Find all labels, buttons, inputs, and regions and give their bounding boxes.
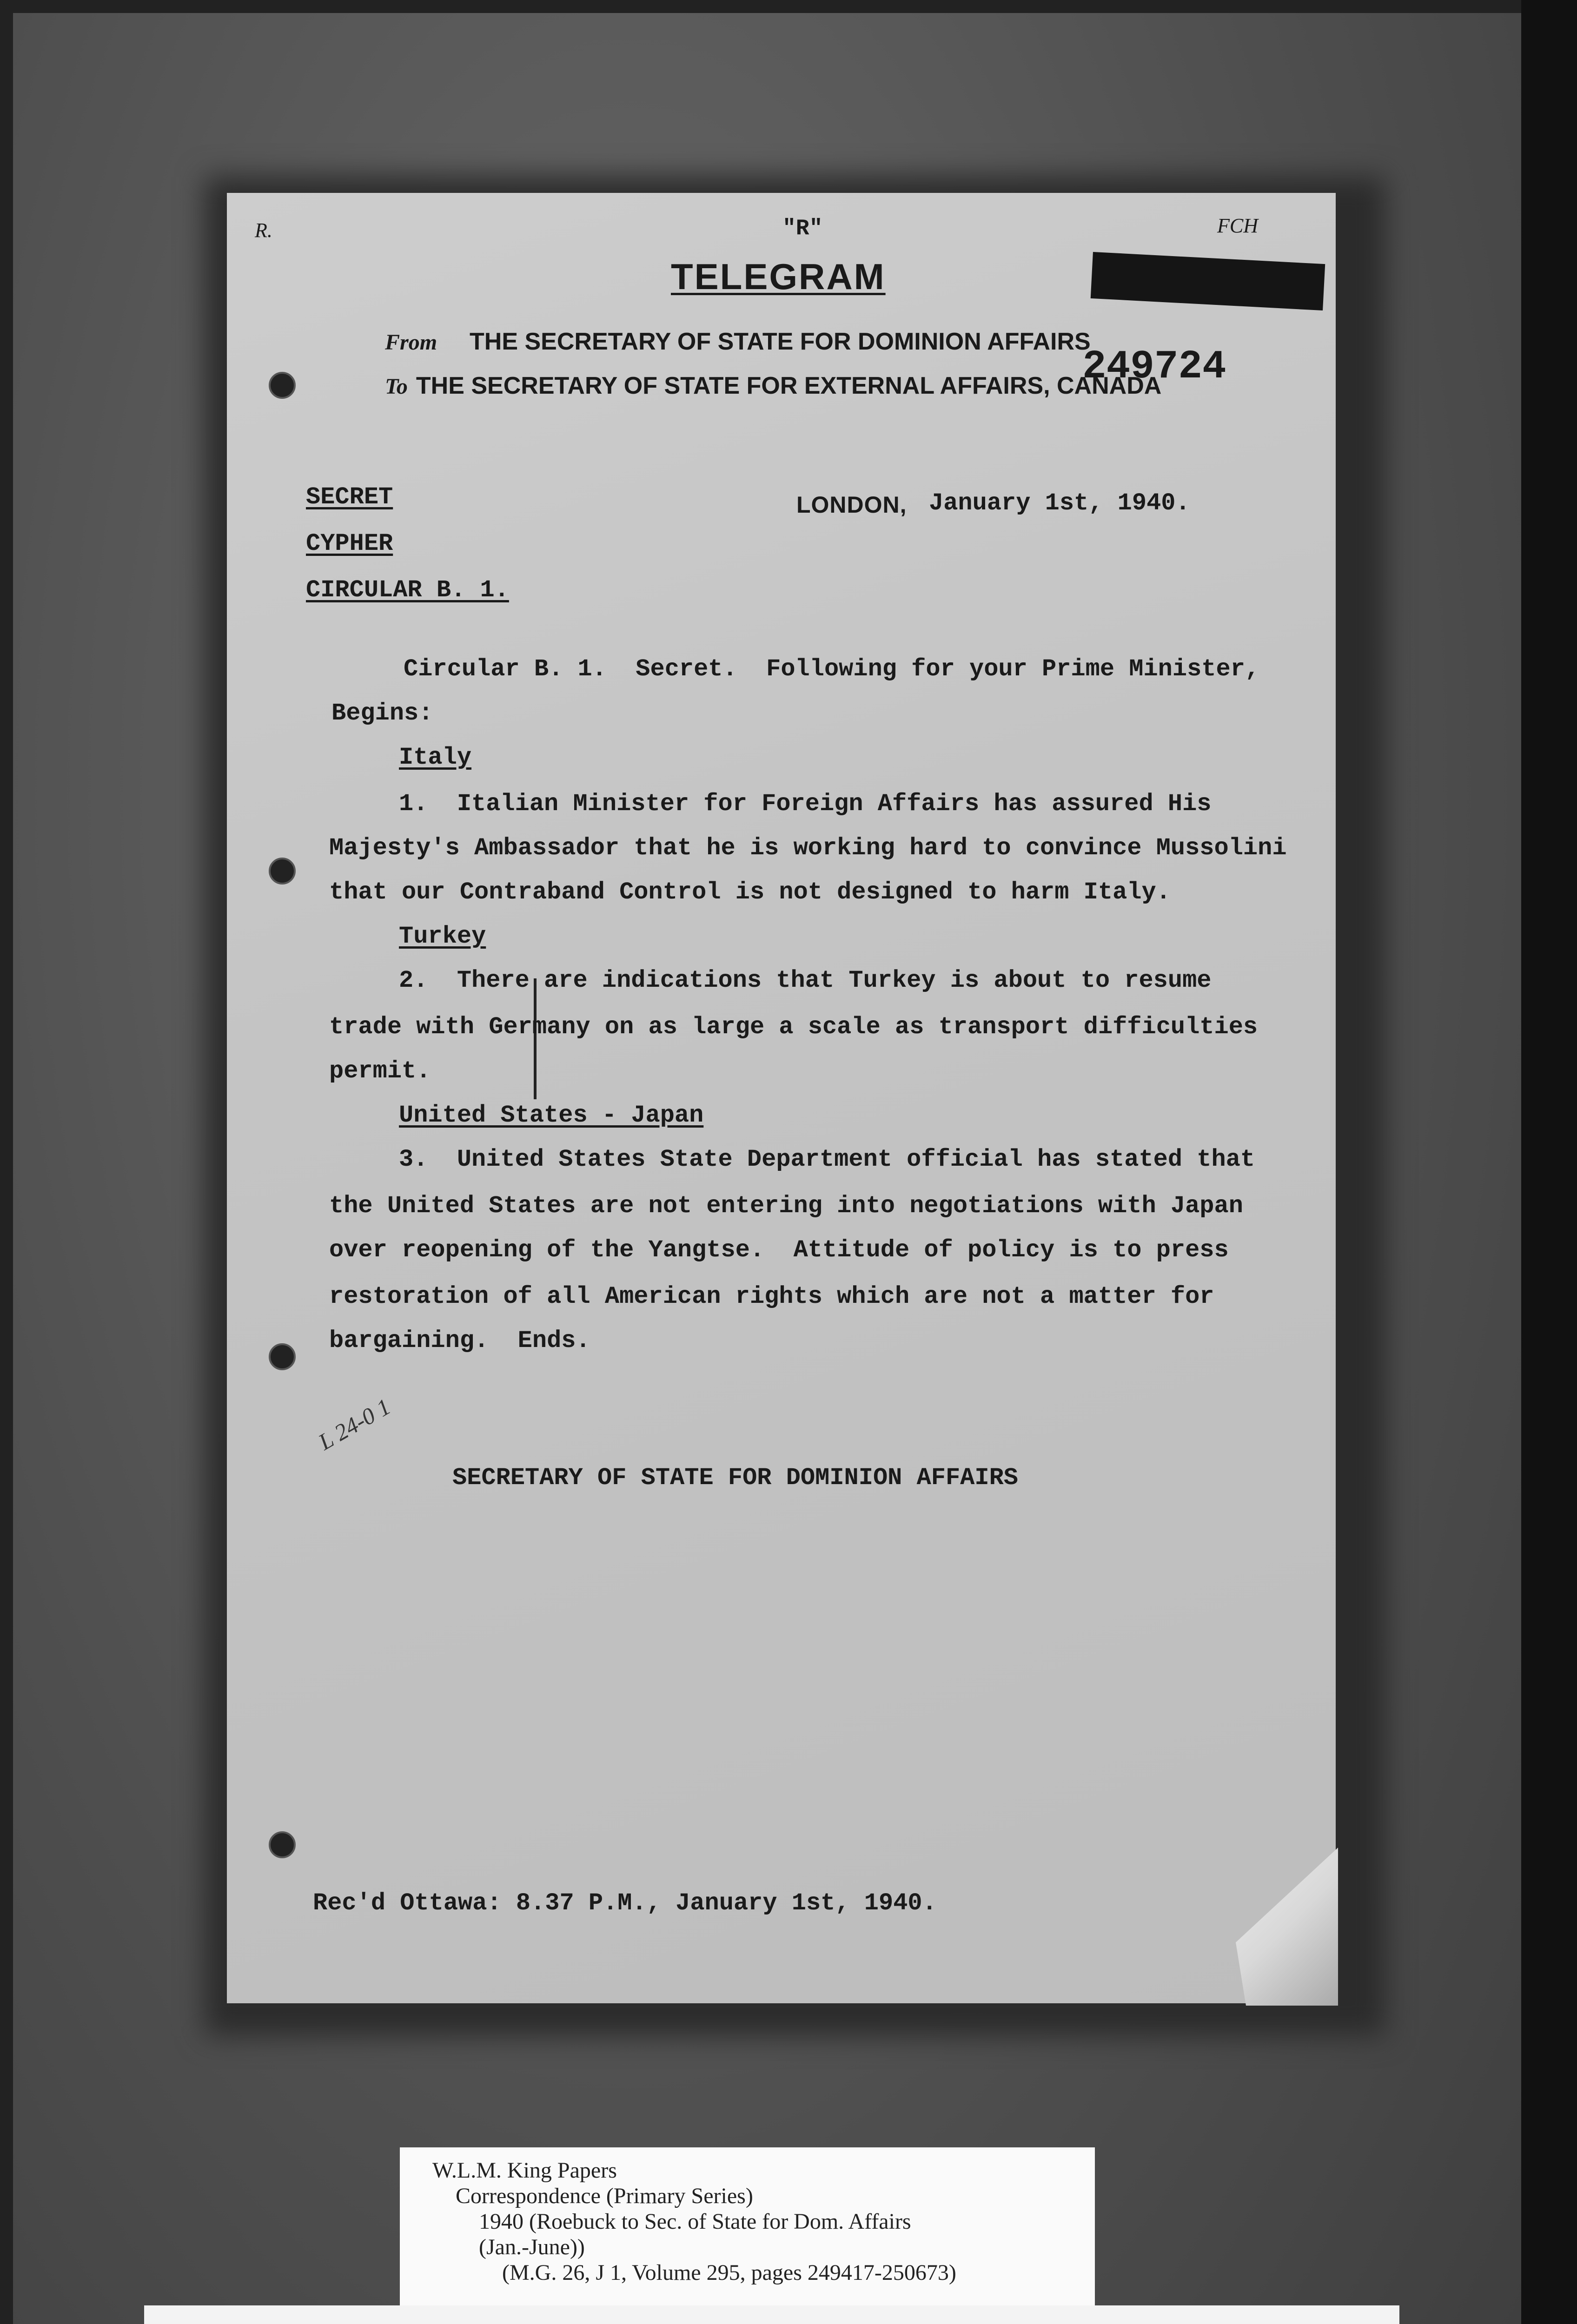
- place: LONDON,: [796, 492, 907, 518]
- frame-edge-top: [0, 0, 1577, 13]
- label-line: (Jan.-June)): [479, 2235, 585, 2259]
- body-line: bargaining. Ends.: [329, 1327, 590, 1354]
- section-heading: Turkey: [399, 923, 486, 950]
- to-value: THE SECRETARY OF STATE FOR EXTERNAL AFFAIRS, CANADA: [416, 372, 1162, 399]
- from-value: THE SECRETARY OF STATE FOR DOMINION AFFAIRS: [470, 328, 1091, 355]
- page-curl: [1236, 1848, 1338, 2006]
- received-line: Rec'd Ottawa: 8.37 P.M., January 1st, 1940.: [313, 1889, 937, 1917]
- corner-mark-left: R.: [255, 219, 272, 242]
- body-line: the United States are not entering into negotiations with Japan: [329, 1192, 1243, 1220]
- intro-line: Circular B. 1. Secret. Following for your Prime Minister,: [404, 655, 1260, 683]
- intro-begins: Begins:: [331, 700, 433, 727]
- classification-circular: CIRCULAR B. 1.: [306, 576, 509, 604]
- section-heading: Italy: [399, 744, 472, 771]
- archive-reference-label: [400, 2147, 1095, 2305]
- redaction-block: [1091, 252, 1325, 310]
- label-line: 1940 (Roebuck to Sec. of State for Dom. Affairs: [479, 2209, 911, 2234]
- telegram-page: [227, 193, 1336, 2003]
- handwritten-note: L 24-0 1: [314, 1393, 395, 1455]
- body-line: 1. Italian Minister for Foreign Affairs has assured His: [399, 790, 1212, 818]
- classification-secret: SECRET: [306, 483, 393, 511]
- label-line: (M.G. 26, J 1, Volume 295, pages 249417-250673): [502, 2260, 956, 2285]
- body-line: permit.: [329, 1057, 431, 1085]
- document-title: TELEGRAM: [671, 256, 886, 297]
- archives-banner: [144, 2305, 1399, 2324]
- body-line: that our Contraband Control is not designed to harm Italy.: [329, 878, 1171, 906]
- body-line: 3. United States State Department official has stated that: [399, 1146, 1255, 1173]
- body-line: trade with Germany on as large a scale as transport difficulties: [329, 1013, 1258, 1041]
- punch-hole: [269, 858, 296, 885]
- corner-mark-right: FCH: [1217, 214, 1258, 237]
- punch-hole: [269, 1343, 296, 1370]
- date: January 1st, 1940.: [929, 489, 1190, 517]
- frame-edge-left: [0, 0, 13, 2324]
- to-label: To: [385, 374, 408, 399]
- punch-hole: [269, 372, 296, 399]
- body-line: restoration of all American rights which are not a matter for: [329, 1283, 1214, 1310]
- to-line: [385, 372, 1161, 400]
- label-line: W.L.M. King Papers: [432, 2158, 617, 2183]
- class-mark: "R": [782, 216, 823, 241]
- punch-hole: [269, 1831, 296, 1858]
- stamp-number: 249724: [1082, 344, 1226, 390]
- section-heading: United States - Japan: [399, 1102, 704, 1129]
- body-line: Majesty's Ambassador that he is working hard to convince Mussolini: [329, 834, 1287, 862]
- classification-cypher: CYPHER: [306, 530, 393, 557]
- body-line: 2. There are indications that Turkey is about to resume: [399, 967, 1212, 994]
- body-line: over reopening of the Yangtse. Attitude of policy is to press: [329, 1236, 1229, 1264]
- from-label: From: [385, 330, 437, 355]
- frame-edge-right: [1521, 0, 1577, 2324]
- label-line: Correspondence (Primary Series): [456, 2184, 753, 2208]
- signature-line: SECRETARY OF STATE FOR DOMINION AFFAIRS: [452, 1464, 1018, 1492]
- from-line: [385, 328, 1091, 356]
